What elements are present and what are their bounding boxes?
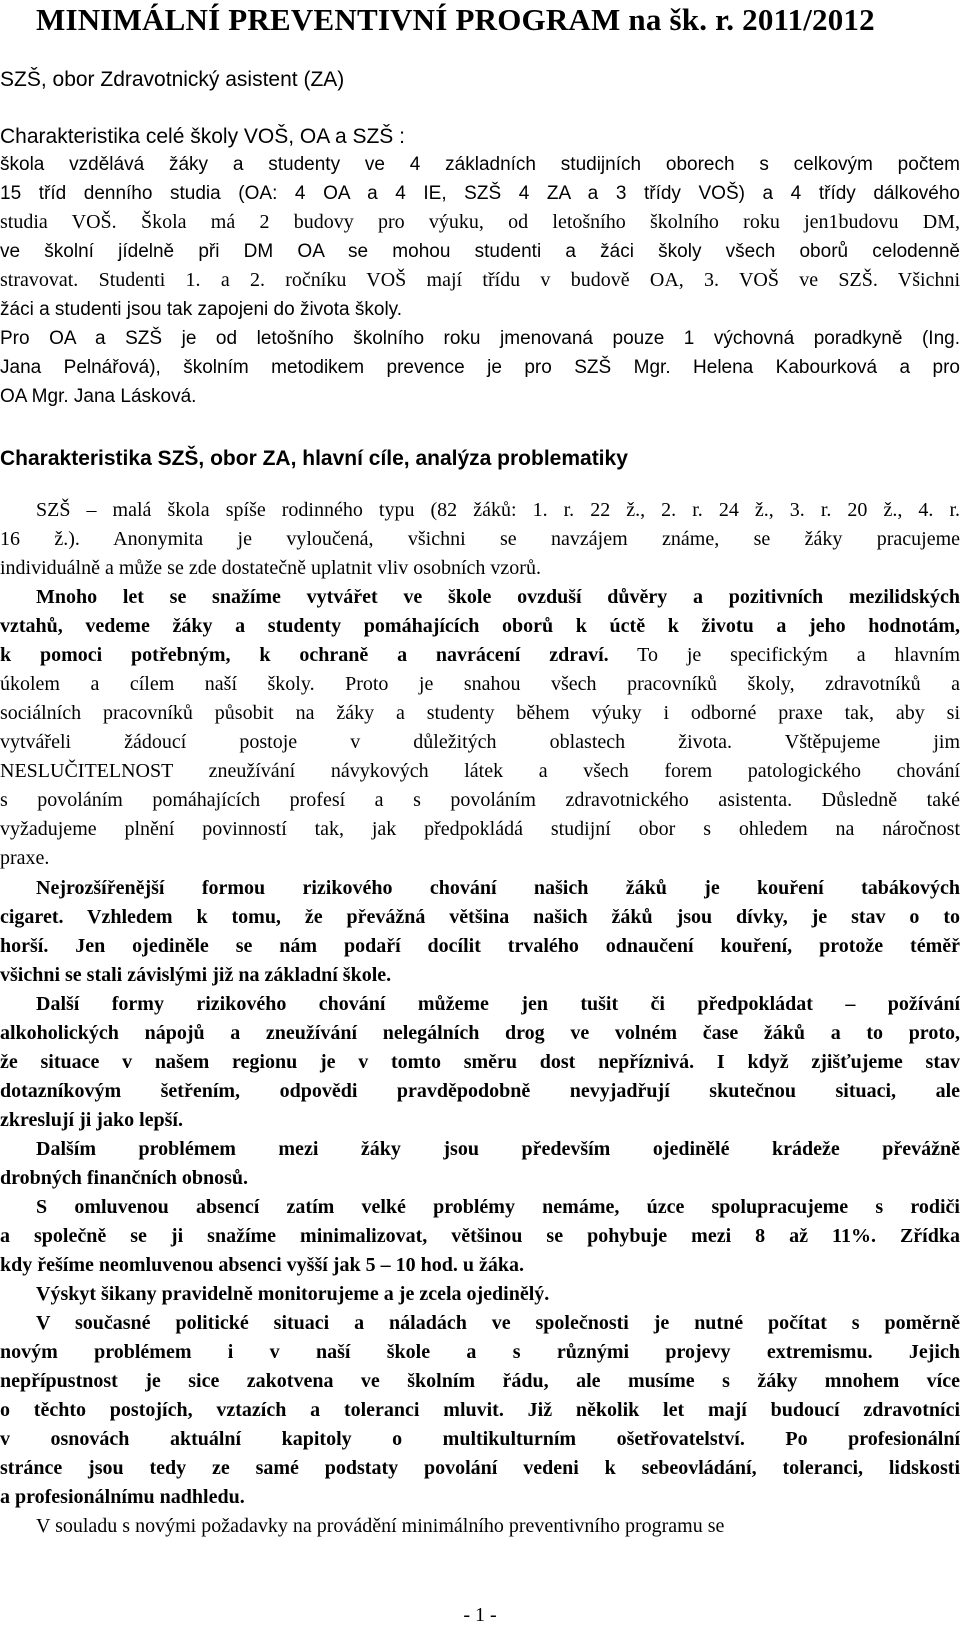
text-line: individuálně a může se zde dostatečně uplatnit vliv osobních vzorů.: [0, 557, 541, 579]
text-line: Výskyt šikany pravidelně monitorujeme a je zcela ojedinělý.: [36, 1283, 550, 1305]
text-line: a společně se ji snažíme minimalizovat, většinou se pohybuje mezi 8 až 11%. Zřídka: [0, 1225, 960, 1247]
text-line: o těchto postojích, vztazích a toleranci mluvit. Již několik let mají budoucí zdravotníci: [0, 1399, 960, 1421]
text-line: sociálních pracovníků působit na žáky a studenty během výuky i odborné praxe tak, aby si: [0, 702, 960, 724]
text-line: cigaret. Vzhledem k tomu, že převážná většina našich žáků jsou dívky, je stav o to: [0, 906, 960, 928]
text-line: ve školní jídelně při DM OA se mohou studenti a žáci školy všech oborů celodenně: [0, 241, 960, 262]
text-line: Nejrozšířenější formou rizikového chování našich žáků je kouření tabákových: [36, 877, 960, 899]
text-line: V současné politické situaci a náladách ve společnosti je nutné počítat s poměrně: [36, 1312, 960, 1334]
text-line: nepřípustnost je sice zakotvena ve školním řádu, ale musíme s žáky mnohem více: [0, 1370, 960, 1392]
text-line: 15 tříd denního studia (OA: 4 OA a 4 IE, SZŠ 4 ZA a 3 třídy VOŠ) a 4 třídy dálkového: [0, 183, 960, 204]
paragraph-bullying: [0, 1280, 960, 1309]
text-line: studia VOŠ. Škola má 2 budovy pro výuku, od letošního školního roku jen1budovu DM,: [0, 211, 960, 233]
characteristics-paragraph: [0, 150, 960, 411]
text-line: vztahů, vedeme žáky a studenty pomáhajících oborů k úctě k životu a jeho hodnotám,: [0, 615, 960, 637]
text-line: horší. Jen ojediněle se nám podaří docílit trvalého odnaučení kouření, protože téměř: [0, 935, 960, 957]
text-line: úkolem a cílem naší školy. Proto je snahou všech pracovníků školy, zdravotníků a: [0, 673, 960, 695]
text-line: SZŠ – malá škola spíše rodinného typu (82 žáků: 1. r. 22 ž., 2. r. 24 ž., 3. r. 20 ž., 4. r.: [36, 499, 960, 521]
text-line: vytvářeli žádoucí postoje v důležitých oblastech života. Vštěpujeme jim: [0, 731, 960, 753]
text-line: NESLUČITELNOST zneužívání návykových látek a všech forem patologického chování: [0, 760, 960, 782]
text-line: praxe.: [0, 847, 50, 869]
paragraph-absence: [0, 1193, 960, 1280]
paragraph-goals: [0, 583, 960, 873]
text-line: a profesionálnímu nadhledu.: [0, 1486, 245, 1508]
paragraph-alcohol-drugs: [0, 990, 960, 1135]
text-line: Dalším problémem mezi žáky jsou především ojedinělé krádeže převážně: [36, 1138, 960, 1160]
text-line: V souladu s novými požadavky na provádění minimálního preventivního programu se: [36, 1515, 725, 1537]
text-line: s povoláním pomáhajících profesí a s povoláním zdravotnického asistenta. Důsledně také: [0, 789, 960, 811]
text-line: alkoholických nápojů a zneužívání nelegálních drog ve volném čase žáků a to proto,: [0, 1022, 960, 1044]
text-line: škola vzdělává žáky a studenty ve 4 základních studijních oborech s celkovým počtem: [0, 154, 960, 175]
text-line: všichni se stali závislými již na základní škole.: [0, 964, 392, 986]
bold-text: k pomoci potřebným, k ochraně a navrácení zdraví.: [0, 644, 609, 666]
text-line: vyžadujeme plnění povinností tak, jak předpokládá studijní obor s ohledem na náročnost: [0, 818, 960, 840]
paragraph-school-type: [0, 496, 960, 583]
paragraph-compliance: [0, 1512, 960, 1541]
text-line: stravovat. Studenti 1. a 2. ročníku VOŠ mají třídu v budově OA, 3. VOŠ ve SZŠ. Všichni: [0, 269, 960, 291]
page-number: - 1 -: [463, 1604, 497, 1626]
text-line: dotazníkovým šetřením, odpovědi pravděpodobně nevyjadřují skutečnou situaci, ale: [0, 1080, 960, 1102]
text-line: [0, 641, 960, 670]
text-line: Další formy rizikového chování můžeme jen tušit či předpokládat – požívání: [36, 993, 960, 1015]
text-line: OA Mgr. Jana Lásková.: [0, 386, 197, 407]
section-heading: Charakteristika SZŠ, obor ZA, hlavní cíle, analýza problematiky: [0, 447, 628, 470]
text-line: Mnoho let se snažíme vytvářet ve škole ovzduší důvěry a pozitivních mezilidských: [36, 586, 960, 608]
text-line: v osnovách aktuální kapitoly o multikulturním ošetřovatelství. Po profesionální: [0, 1428, 960, 1450]
school-subtitle: SZŠ, obor Zdravotnický asistent (ZA): [0, 68, 345, 91]
text-line: 16 ž.). Anonymita je vyloučená, všichni se navzájem známe, se žáky pracujeme: [0, 528, 960, 550]
text-line: žáci a studenti jsou tak zapojeni do života školy.: [0, 299, 403, 320]
text-line: stránce jsou tedy ze samé podstaty povolání vedeni k sebeovládání, toleranci, lidskosti: [0, 1457, 960, 1479]
text-line: Jana Pelnářová), školním metodikem prevence je pro SZŠ Mgr. Helena Kabourková a pro: [0, 357, 960, 378]
characteristics-heading: Charakteristika celé školy VOŠ, OA a SZŠ :: [0, 125, 405, 148]
text-line: že situace v našem regionu je v tomto směru dost nepříznivá. I když zjišťujeme stav: [0, 1051, 960, 1073]
document-title: MINIMÁLNÍ PREVENTIVNÍ PROGRAM na šk. r. 2011/2012: [36, 2, 875, 37]
text-line: Pro OA a SZŠ je od letošního školního roku jmenovaná pouze 1 výchovná poradkyně (Ing.: [0, 328, 960, 349]
text: To je specifickým a hlavním: [608, 644, 960, 666]
paragraph-smoking: [0, 874, 960, 990]
text-line: novým problémem i v naší škole a s různými projevy extremismu. Jejich: [0, 1341, 960, 1363]
text-line: kdy řešíme neomluvenou absenci vyšší jak 5 – 10 hod. u žáka.: [0, 1254, 524, 1276]
paragraph-theft: [0, 1135, 960, 1193]
text-line: zkreslují ji jako lepší.: [0, 1109, 183, 1131]
text-line: drobných finančních obnosů.: [0, 1167, 249, 1189]
paragraph-extremism: [0, 1309, 960, 1512]
text-line: S omluvenou absencí zatím velké problémy nemáme, úzce spolupracujeme s rodiči: [36, 1196, 960, 1218]
